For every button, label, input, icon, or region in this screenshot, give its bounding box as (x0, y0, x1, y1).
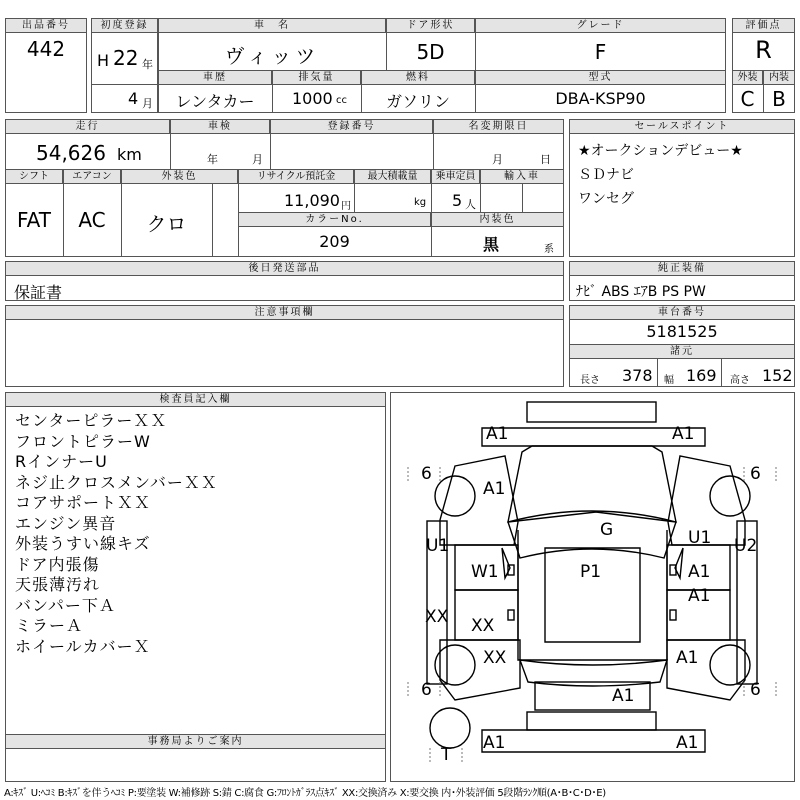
chassis-label: 車台番号 (569, 305, 795, 320)
inspector-note: ネジ止クロスメンバーＸＸ (15, 472, 218, 492)
specs-height: 152 (762, 366, 793, 385)
model: DBA-KSP90 (555, 89, 646, 108)
sales-point-item: ＳＤナビ (578, 167, 634, 183)
mark-tire-fr: 6 (750, 464, 761, 484)
mileage-label: 走行 (5, 119, 170, 134)
equipment-label: 純正装備 (569, 261, 795, 276)
inspector-note: 天張薄汚れ (15, 575, 101, 594)
recycle-fee-unit: 円 (341, 201, 351, 212)
displacement-label: 排気量 (272, 70, 361, 85)
mark-floor-left: XX (471, 616, 495, 636)
recycle-fee: 11,090 (284, 191, 340, 210)
mark-rear-left: A1 (483, 733, 506, 753)
name-change-label: 名変期限日 (433, 119, 564, 134)
car-name: ヴィッツ (224, 44, 320, 68)
mark-rear-right: A1 (676, 733, 699, 753)
color-no-label: カラーNo. (238, 212, 431, 227)
capacity-label: 乗車定員 (431, 169, 480, 184)
first-reg-month-unit: 月 (142, 97, 153, 110)
max-load-unit: kg (414, 197, 427, 208)
name-change-month-unit: 月 (492, 153, 503, 166)
mark-door-rr: A1 (688, 586, 711, 606)
reg-no-label: 登録番号 (270, 119, 433, 134)
color-label: 外装色 (121, 169, 238, 184)
specs-width: 169 (686, 366, 717, 385)
mark-pillar-right: U1 (688, 528, 712, 548)
chassis-number: 5181525 (646, 322, 718, 341)
mark-front-left: A1 (486, 424, 509, 444)
exterior-grade-label: 外装 (732, 70, 763, 85)
first-reg-era: H (97, 51, 110, 70)
inspector-note: エンジン異音 (15, 513, 117, 533)
mileage-unit: km (117, 145, 142, 164)
ac-label: エアコン (63, 169, 121, 184)
exterior-grade: C (740, 87, 755, 111)
mark-side-left: XX (425, 607, 449, 627)
mark-pillar-left: U1 (426, 536, 450, 556)
mark-quarter-right: A1 (676, 648, 699, 668)
mark-windshield: G (600, 520, 614, 540)
interior-color-unit: 系 (544, 244, 554, 255)
fuel: ガソリン (385, 92, 450, 111)
fuel-label: 燃料 (361, 70, 475, 85)
max-load-label: 最大積載量 (354, 169, 431, 184)
sales-points-label: セールスポイント (569, 119, 795, 134)
specs-length: 378 (622, 366, 653, 385)
inspector-note: ミラーＡ (15, 616, 84, 635)
specs-label: 諸元 (569, 344, 795, 359)
color-no: 209 (319, 232, 350, 251)
history: レンタカー (175, 92, 255, 111)
exterior-color: クロ (146, 212, 187, 236)
mark-tire-rl: 6 (421, 680, 432, 700)
mileage: 54,626 (36, 141, 106, 165)
name-change-day-unit: 日 (540, 153, 551, 166)
shift-label: シフト (5, 169, 63, 184)
mark-door-fr: A1 (688, 562, 711, 582)
office-label: 事務局よりご案内 (5, 734, 386, 749)
mark-quarter-left: XX (483, 648, 507, 668)
inspection-month-unit: 月 (252, 153, 263, 166)
inspector-notes (15, 411, 218, 657)
first-reg-label: 初度登録 (91, 18, 158, 33)
sales-point-item: ★オークションデビュー★ (578, 143, 743, 159)
import-label: 輸入車 (480, 169, 564, 184)
specs-width-label: 幅 (664, 375, 674, 386)
door-label: ドア形状 (386, 18, 475, 33)
mark-tire-fl: 6 (421, 464, 432, 484)
interior-grade: B (772, 87, 786, 111)
mark-tire-rr: 6 (750, 680, 761, 700)
first-reg-year: 22 (113, 46, 139, 70)
first-reg-year-unit: 年 (142, 58, 153, 71)
inspector-note: ホイールカバーＸ (15, 636, 151, 656)
displacement-unit: cc (336, 95, 347, 106)
specs-height-label: 高さ (730, 375, 750, 386)
mark-roof: P1 (580, 562, 602, 582)
inspector-label: 検査員記入欄 (5, 392, 386, 407)
interior-grade-label: 内装 (763, 70, 795, 85)
interior-color: 黒 (483, 235, 500, 254)
mark-fender-left: W1 (471, 562, 499, 582)
specs-length-label: 長さ (580, 375, 600, 386)
mark-spare: T (441, 745, 452, 765)
later-parts-value: 保証書 (14, 283, 63, 302)
inspector-note: ドア内張傷 (15, 554, 100, 574)
capacity-unit: 人 (465, 198, 476, 211)
later-parts-label: 後日発送部品 (5, 261, 564, 276)
caution-label: 注意事項欄 (5, 305, 564, 320)
inspector-note: センターピラーＸＸ (15, 411, 168, 430)
model-label: 型式 (475, 70, 726, 85)
mark-trunk: A1 (612, 686, 635, 706)
inspector-note: フロントピラーW (15, 431, 151, 451)
first-reg-month: 4 (128, 89, 139, 108)
capacity: 5 (452, 191, 463, 210)
lot-no: 442 (26, 37, 66, 61)
ac: AC (78, 208, 106, 232)
sales-point-item: ワンセグ (578, 191, 634, 207)
mark-hood: A1 (483, 479, 506, 499)
grade: F (594, 40, 607, 64)
interior-color-label: 内装色 (431, 212, 564, 227)
equipment-value: ﾅﾋﾞ ABS ｴｱB PS PW (576, 284, 706, 300)
inspector-note: 外装うすい線キズ (15, 534, 151, 553)
shift: FAT (16, 208, 51, 232)
mark-side-right: U2 (734, 536, 758, 556)
inspection-year-unit: 年 (207, 153, 218, 166)
mark-front-right: A1 (672, 424, 695, 444)
recycle-label: リサイクル預託金 (238, 169, 354, 184)
grade-label: グレード (475, 18, 726, 33)
displacement: 1000 (292, 89, 333, 108)
legend: A:ｷｽﾞ U:ﾍｺﾐ B:ｷｽﾞを伴うﾍｺﾐ P:要塗装 W:補修跡 S:錆 C:腐食 G:ﾌﾛﾝﾄｶﾞﾗｽ点ｷｽﾞ XX:交換済み X:要交換 内･外装評価 5段階ﾗﾝｸ順(A･B･C･D･E) (4, 788, 606, 799)
inspector-note: コアサポートＸＸ (15, 493, 152, 512)
inspector-note: バンパー下Ａ (15, 595, 116, 615)
inspection-label: 車検 (170, 119, 270, 134)
inspector-note: RインナーU (15, 452, 108, 471)
history-label: 車歴 (158, 70, 272, 85)
car-diagram (390, 392, 795, 782)
lot-no-label: 出品番号 (5, 18, 87, 33)
score-label: 評価点 (732, 18, 795, 33)
sales-points-list (578, 139, 743, 211)
door-type: 5D (416, 40, 445, 64)
score: R (755, 36, 772, 64)
car-name-label: 車 名 (158, 18, 386, 33)
